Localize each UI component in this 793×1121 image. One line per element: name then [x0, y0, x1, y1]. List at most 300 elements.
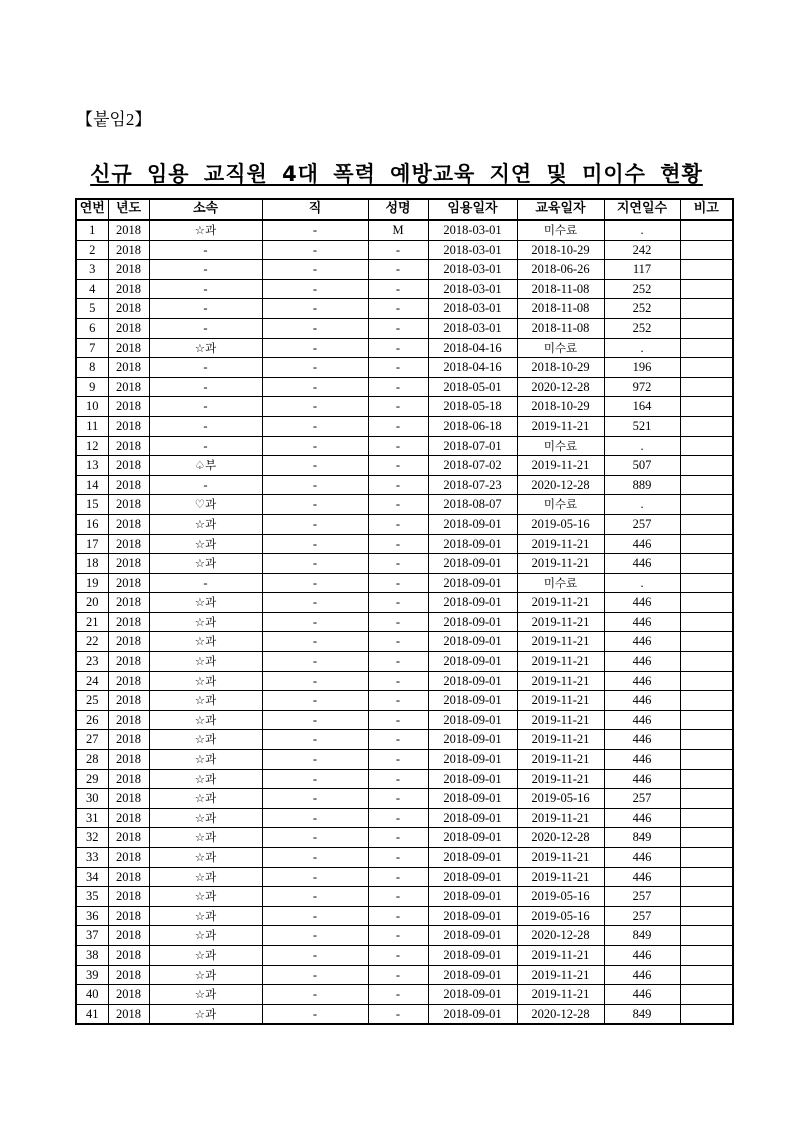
cell-remarks	[680, 691, 733, 711]
table-row	[76, 534, 733, 554]
cell-delay-days: 252	[604, 318, 680, 338]
cell-seq: 5	[76, 299, 108, 319]
cell-position: -	[262, 260, 368, 280]
cell-delay-days: 117	[604, 260, 680, 280]
cell-remarks	[680, 789, 733, 809]
cell-training-date: 2018-10-29	[517, 397, 604, 417]
table-row	[76, 338, 733, 358]
cell-position: -	[262, 593, 368, 613]
cell-name: -	[368, 573, 428, 593]
table-row	[76, 220, 733, 240]
cell-hire-date: 2018-07-02	[428, 456, 517, 476]
cell-training-date: 2019-05-16	[517, 906, 604, 926]
header-position: 직	[262, 199, 368, 220]
table-header	[76, 199, 733, 220]
cell-hire-date: 2018-09-01	[428, 750, 517, 770]
cell-hire-date: 2018-03-01	[428, 299, 517, 319]
cell-department: ☆과	[149, 632, 262, 652]
cell-hire-date: 2018-07-23	[428, 475, 517, 495]
table-row	[76, 691, 733, 711]
cell-remarks	[680, 730, 733, 750]
cell-name: -	[368, 260, 428, 280]
table-row	[76, 808, 733, 828]
cell-year: 2018	[108, 926, 149, 946]
cell-delay-days: 257	[604, 887, 680, 907]
cell-seq: 14	[76, 475, 108, 495]
cell-remarks	[680, 848, 733, 868]
table-row	[76, 710, 733, 730]
table-body	[76, 220, 733, 1024]
table-row	[76, 573, 733, 593]
cell-training-date: 미수료	[517, 573, 604, 593]
cell-seq: 6	[76, 318, 108, 338]
cell-department: ☆과	[149, 1004, 262, 1024]
cell-year: 2018	[108, 750, 149, 770]
cell-hire-date: 2018-09-01	[428, 769, 517, 789]
cell-delay-days: 446	[604, 534, 680, 554]
cell-name: -	[368, 671, 428, 691]
cell-position: -	[262, 691, 368, 711]
cell-hire-date: 2018-09-01	[428, 534, 517, 554]
cell-delay-days: 446	[604, 730, 680, 750]
cell-delay-days: 446	[604, 652, 680, 672]
cell-year: 2018	[108, 769, 149, 789]
cell-hire-date: 2018-09-01	[428, 906, 517, 926]
cell-training-date: 2018-06-26	[517, 260, 604, 280]
cell-remarks	[680, 887, 733, 907]
cell-seq: 21	[76, 612, 108, 632]
cell-department: ☆과	[149, 750, 262, 770]
cell-training-date: 2019-11-21	[517, 769, 604, 789]
cell-hire-date: 2018-09-01	[428, 671, 517, 691]
cell-year: 2018	[108, 240, 149, 260]
table-row	[76, 769, 733, 789]
cell-seq: 4	[76, 279, 108, 299]
cell-training-date: 2020-12-28	[517, 475, 604, 495]
cell-training-date: 2019-11-21	[517, 652, 604, 672]
cell-department: ☆과	[149, 691, 262, 711]
cell-position: -	[262, 554, 368, 574]
cell-seq: 8	[76, 358, 108, 378]
cell-name: -	[368, 318, 428, 338]
cell-position: -	[262, 220, 368, 240]
cell-department: -	[149, 260, 262, 280]
cell-seq: 41	[76, 1004, 108, 1024]
table-row	[76, 652, 733, 672]
cell-training-date: 2018-11-08	[517, 279, 604, 299]
table-row	[76, 260, 733, 280]
cell-training-date: 미수료	[517, 436, 604, 456]
cell-year: 2018	[108, 338, 149, 358]
cell-remarks	[680, 318, 733, 338]
table-row	[76, 867, 733, 887]
header-remarks: 비고	[680, 199, 733, 220]
cell-training-date: 2019-11-21	[517, 534, 604, 554]
cell-remarks	[680, 554, 733, 574]
cell-seq: 29	[76, 769, 108, 789]
cell-year: 2018	[108, 632, 149, 652]
cell-year: 2018	[108, 691, 149, 711]
cell-hire-date: 2018-09-01	[428, 848, 517, 868]
cell-department: ☆과	[149, 652, 262, 672]
cell-position: -	[262, 710, 368, 730]
cell-department: -	[149, 279, 262, 299]
cell-seq: 15	[76, 495, 108, 515]
cell-seq: 33	[76, 848, 108, 868]
cell-delay-days: 446	[604, 769, 680, 789]
table-row	[76, 612, 733, 632]
cell-seq: 19	[76, 573, 108, 593]
table-row	[76, 377, 733, 397]
cell-name: -	[368, 554, 428, 574]
cell-remarks	[680, 377, 733, 397]
cell-position: -	[262, 318, 368, 338]
cell-position: -	[262, 848, 368, 868]
table-row	[76, 671, 733, 691]
cell-position: -	[262, 828, 368, 848]
cell-name: -	[368, 240, 428, 260]
cell-department: ☆과	[149, 848, 262, 868]
cell-name: -	[368, 612, 428, 632]
cell-department: ☆과	[149, 220, 262, 240]
cell-delay-days: 446	[604, 691, 680, 711]
cell-position: -	[262, 416, 368, 436]
cell-hire-date: 2018-09-01	[428, 632, 517, 652]
cell-training-date: 2019-11-21	[517, 965, 604, 985]
cell-delay-days: 972	[604, 377, 680, 397]
cell-name: -	[368, 475, 428, 495]
cell-seq: 12	[76, 436, 108, 456]
cell-delay-days: .	[604, 338, 680, 358]
cell-delay-days: 242	[604, 240, 680, 260]
cell-position: -	[262, 906, 368, 926]
cell-year: 2018	[108, 985, 149, 1005]
cell-remarks	[680, 985, 733, 1005]
cell-training-date: 2019-11-21	[517, 593, 604, 613]
cell-hire-date: 2018-09-01	[428, 887, 517, 907]
cell-remarks	[680, 828, 733, 848]
cell-seq: 17	[76, 534, 108, 554]
cell-training-date: 2019-11-21	[517, 808, 604, 828]
cell-department: ☆과	[149, 945, 262, 965]
cell-delay-days: 446	[604, 945, 680, 965]
cell-remarks	[680, 299, 733, 319]
cell-training-date: 2019-11-21	[517, 612, 604, 632]
cell-seq: 39	[76, 965, 108, 985]
cell-training-date: 2018-11-08	[517, 299, 604, 319]
cell-year: 2018	[108, 534, 149, 554]
cell-delay-days: 849	[604, 926, 680, 946]
table-row	[76, 299, 733, 319]
cell-remarks	[680, 358, 733, 378]
cell-year: 2018	[108, 612, 149, 632]
cell-name: -	[368, 436, 428, 456]
cell-hire-date: 2018-03-01	[428, 279, 517, 299]
cell-name: -	[368, 1004, 428, 1024]
cell-hire-date: 2018-03-01	[428, 318, 517, 338]
cell-name: -	[368, 593, 428, 613]
cell-year: 2018	[108, 828, 149, 848]
table-row	[76, 436, 733, 456]
cell-remarks	[680, 671, 733, 691]
table-row	[76, 495, 733, 515]
cell-name: -	[368, 377, 428, 397]
cell-year: 2018	[108, 554, 149, 574]
cell-training-date: 2019-11-21	[517, 848, 604, 868]
cell-position: -	[262, 397, 368, 417]
cell-remarks	[680, 710, 733, 730]
cell-year: 2018	[108, 808, 149, 828]
cell-year: 2018	[108, 456, 149, 476]
cell-hire-date: 2018-09-01	[428, 926, 517, 946]
cell-year: 2018	[108, 906, 149, 926]
cell-name: -	[368, 945, 428, 965]
header-training-date: 교육일자	[517, 199, 604, 220]
cell-seq: 24	[76, 671, 108, 691]
cell-training-date: 2019-11-21	[517, 456, 604, 476]
cell-training-date: 2020-12-28	[517, 926, 604, 946]
cell-position: -	[262, 573, 368, 593]
cell-year: 2018	[108, 416, 149, 436]
cell-training-date: 미수료	[517, 495, 604, 515]
cell-delay-days: .	[604, 573, 680, 593]
cell-name: -	[368, 691, 428, 711]
cell-position: -	[262, 867, 368, 887]
cell-remarks	[680, 436, 733, 456]
cell-remarks	[680, 240, 733, 260]
cell-department: ☆과	[149, 554, 262, 574]
table-row	[76, 965, 733, 985]
cell-hire-date: 2018-09-01	[428, 710, 517, 730]
cell-position: -	[262, 1004, 368, 1024]
cell-delay-days: .	[604, 220, 680, 240]
cell-delay-days: 252	[604, 279, 680, 299]
cell-department: ☆과	[149, 887, 262, 907]
cell-name: -	[368, 887, 428, 907]
cell-position: -	[262, 456, 368, 476]
cell-position: -	[262, 436, 368, 456]
cell-remarks	[680, 514, 733, 534]
cell-hire-date: 2018-08-07	[428, 495, 517, 515]
cell-year: 2018	[108, 279, 149, 299]
cell-training-date: 2019-11-21	[517, 554, 604, 574]
cell-delay-days: 257	[604, 906, 680, 926]
table-row	[76, 730, 733, 750]
cell-department: -	[149, 436, 262, 456]
cell-hire-date: 2018-09-01	[428, 808, 517, 828]
cell-remarks	[680, 945, 733, 965]
cell-training-date: 2018-10-29	[517, 358, 604, 378]
cell-training-date: 2020-12-28	[517, 377, 604, 397]
cell-remarks	[680, 456, 733, 476]
cell-name: -	[368, 299, 428, 319]
cell-department: ☆과	[149, 671, 262, 691]
cell-seq: 3	[76, 260, 108, 280]
cell-name: -	[368, 730, 428, 750]
cell-training-date: 2019-11-21	[517, 632, 604, 652]
cell-training-date: 2019-05-16	[517, 887, 604, 907]
header-name: 성명	[368, 199, 428, 220]
cell-department: ☆과	[149, 985, 262, 1005]
cell-delay-days: 446	[604, 848, 680, 868]
cell-department: ☆과	[149, 867, 262, 887]
cell-training-date: 2019-11-21	[517, 671, 604, 691]
cell-seq: 22	[76, 632, 108, 652]
cell-seq: 31	[76, 808, 108, 828]
cell-year: 2018	[108, 260, 149, 280]
page-title	[0, 158, 793, 188]
cell-remarks	[680, 475, 733, 495]
cell-department: ☆과	[149, 710, 262, 730]
cell-hire-date: 2018-04-16	[428, 338, 517, 358]
cell-seq: 35	[76, 887, 108, 907]
cell-remarks	[680, 750, 733, 770]
cell-remarks	[680, 495, 733, 515]
cell-position: -	[262, 808, 368, 828]
cell-hire-date: 2018-09-01	[428, 652, 517, 672]
cell-position: -	[262, 887, 368, 907]
cell-year: 2018	[108, 671, 149, 691]
cell-seq: 38	[76, 945, 108, 965]
cell-seq: 25	[76, 691, 108, 711]
cell-remarks	[680, 612, 733, 632]
cell-year: 2018	[108, 318, 149, 338]
cell-remarks	[680, 279, 733, 299]
cell-training-date: 2019-11-21	[517, 945, 604, 965]
cell-position: -	[262, 377, 368, 397]
cell-department: ☆과	[149, 612, 262, 632]
cell-name: -	[368, 926, 428, 946]
cell-delay-days: 446	[604, 632, 680, 652]
cell-delay-days: 889	[604, 475, 680, 495]
cell-hire-date: 2018-05-01	[428, 377, 517, 397]
cell-seq: 18	[76, 554, 108, 574]
cell-department: ☆과	[149, 808, 262, 828]
cell-name: -	[368, 848, 428, 868]
cell-seq: 10	[76, 397, 108, 417]
cell-year: 2018	[108, 358, 149, 378]
table-row	[76, 475, 733, 495]
cell-department: -	[149, 475, 262, 495]
cell-department: -	[149, 397, 262, 417]
cell-year: 2018	[108, 573, 149, 593]
cell-training-date: 미수료	[517, 338, 604, 358]
cell-department: -	[149, 299, 262, 319]
cell-department: ☆과	[149, 338, 262, 358]
cell-delay-days: 507	[604, 456, 680, 476]
cell-department: ☆과	[149, 906, 262, 926]
cell-delay-days: 446	[604, 554, 680, 574]
cell-position: -	[262, 279, 368, 299]
cell-seq: 9	[76, 377, 108, 397]
header-seq: 연번	[76, 199, 108, 220]
cell-hire-date: 2018-09-01	[428, 554, 517, 574]
cell-seq: 30	[76, 789, 108, 809]
cell-hire-date: 2018-09-01	[428, 965, 517, 985]
table-row	[76, 848, 733, 868]
cell-seq: 13	[76, 456, 108, 476]
cell-remarks	[680, 906, 733, 926]
header-hire-date: 임용일자	[428, 199, 517, 220]
cell-remarks	[680, 926, 733, 946]
cell-name: -	[368, 456, 428, 476]
cell-year: 2018	[108, 945, 149, 965]
cell-hire-date: 2018-09-01	[428, 691, 517, 711]
cell-year: 2018	[108, 593, 149, 613]
cell-hire-date: 2018-09-01	[428, 573, 517, 593]
cell-name: -	[368, 397, 428, 417]
cell-hire-date: 2018-03-01	[428, 260, 517, 280]
cell-training-date: 2019-11-21	[517, 730, 604, 750]
cell-department: -	[149, 377, 262, 397]
cell-department: ☆과	[149, 828, 262, 848]
cell-hire-date: 2018-09-01	[428, 514, 517, 534]
cell-training-date: 2019-05-16	[517, 514, 604, 534]
cell-delay-days: 446	[604, 808, 680, 828]
table-row	[76, 926, 733, 946]
cell-hire-date: 2018-09-01	[428, 1004, 517, 1024]
cell-year: 2018	[108, 495, 149, 515]
table-row	[76, 750, 733, 770]
cell-delay-days: 164	[604, 397, 680, 417]
cell-hire-date: 2018-06-18	[428, 416, 517, 436]
cell-hire-date: 2018-09-01	[428, 612, 517, 632]
cell-department: ☆과	[149, 769, 262, 789]
cell-delay-days: .	[604, 436, 680, 456]
table-row	[76, 554, 733, 574]
cell-position: -	[262, 985, 368, 1005]
cell-name: -	[368, 338, 428, 358]
cell-position: -	[262, 534, 368, 554]
cell-name: -	[368, 632, 428, 652]
cell-remarks	[680, 593, 733, 613]
cell-delay-days: 446	[604, 750, 680, 770]
table-row	[76, 1004, 733, 1024]
cell-seq: 1	[76, 220, 108, 240]
cell-position: -	[262, 652, 368, 672]
cell-year: 2018	[108, 514, 149, 534]
cell-hire-date: 2018-03-01	[428, 240, 517, 260]
cell-training-date: 2019-11-21	[517, 691, 604, 711]
cell-position: -	[262, 750, 368, 770]
cell-remarks	[680, 769, 733, 789]
cell-name: -	[368, 710, 428, 730]
cell-hire-date: 2018-09-01	[428, 593, 517, 613]
cell-seq: 23	[76, 652, 108, 672]
cell-year: 2018	[108, 848, 149, 868]
cell-remarks	[680, 338, 733, 358]
attachment-label: 【붙임2】	[76, 110, 152, 129]
cell-seq: 26	[76, 710, 108, 730]
table-row	[76, 240, 733, 260]
cell-delay-days: 257	[604, 514, 680, 534]
table-row	[76, 318, 733, 338]
cell-department: -	[149, 416, 262, 436]
cell-name: -	[368, 495, 428, 515]
cell-delay-days: 252	[604, 299, 680, 319]
cell-remarks	[680, 416, 733, 436]
cell-remarks	[680, 808, 733, 828]
cell-position: -	[262, 632, 368, 652]
cell-department: ☆과	[149, 593, 262, 613]
cell-department: ♤부	[149, 456, 262, 476]
cell-name: -	[368, 652, 428, 672]
cell-year: 2018	[108, 710, 149, 730]
cell-training-date: 2020-12-28	[517, 828, 604, 848]
cell-department: ☆과	[149, 926, 262, 946]
cell-position: -	[262, 945, 368, 965]
cell-name: -	[368, 750, 428, 770]
